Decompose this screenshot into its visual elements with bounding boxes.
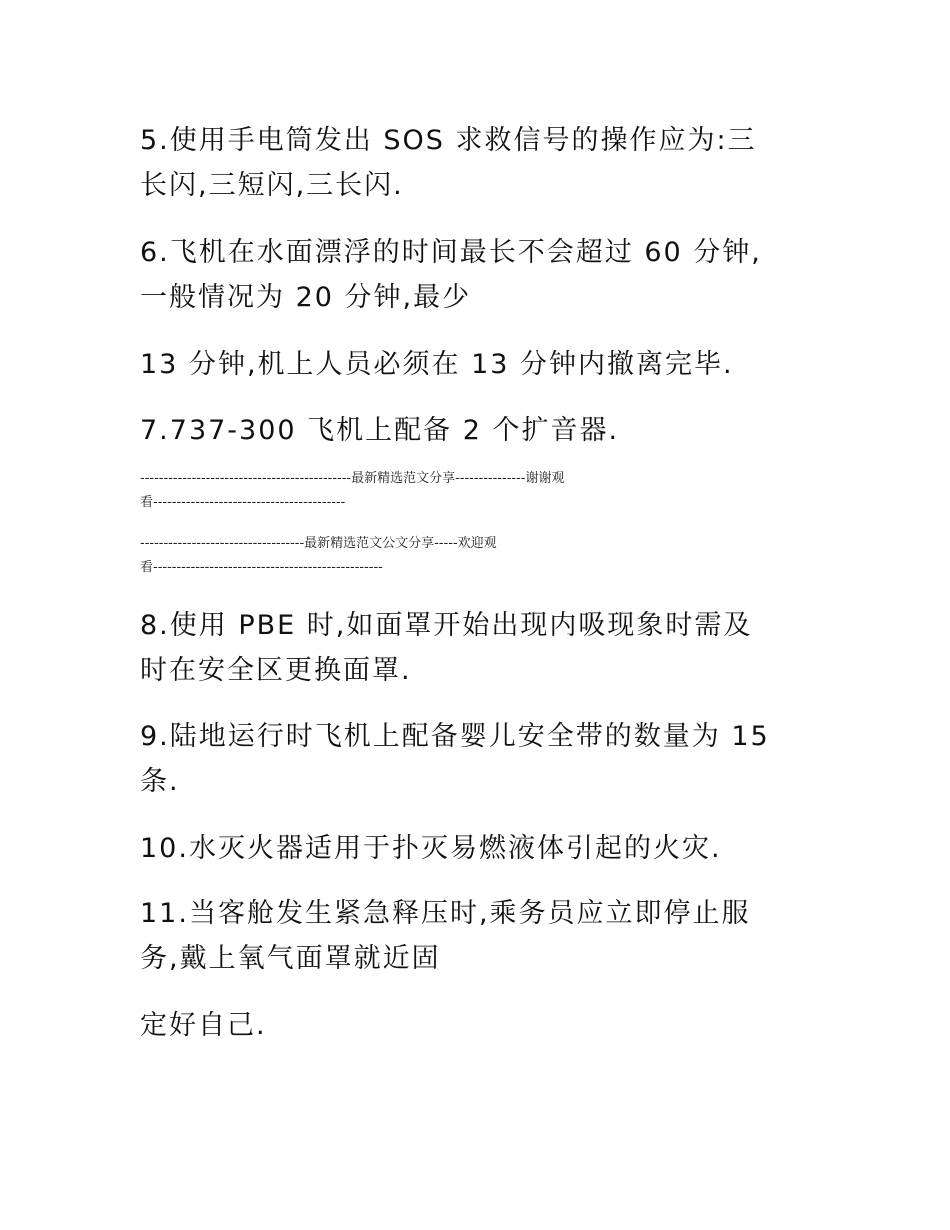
item-6 xyxy=(140,230,820,320)
item-9-line-1: 9.陆地运行时飞机上配备婴儿安全带的数量为 15 xyxy=(140,721,770,752)
separator-1 xyxy=(140,467,780,515)
separator-2 xyxy=(140,532,780,580)
item-11-line-1: 11.当客舱发生紧急释压时,乘务员应立即停止服 xyxy=(140,898,751,929)
separator-2-line-2: 看------------------------------------------------- xyxy=(140,560,383,575)
item-9 xyxy=(140,714,820,804)
item-6-continued-line-1: 13 分钟,机上人员必须在 13 分钟内撤离完毕. xyxy=(140,349,734,380)
item-11-line-2: 务,戴上氧气面罩就近固 xyxy=(140,943,441,974)
separator-1-line-2: 看----------------------------------------- xyxy=(140,495,346,510)
item-5-line-1: 5.使用手电筒发出 SOS 求救信号的操作应为:三 xyxy=(140,125,757,156)
item-6-line-2: 一般情况为 20 分钟,最少 xyxy=(140,282,472,313)
separator-2-line-1: -----------------------------------最新精选范文公文分享-----欢迎观 xyxy=(140,536,497,551)
item-8-line-2: 时在安全区更换面罩. xyxy=(140,655,412,686)
item-10-line-1: 10.水灭火器适用于扑灭易燃液体引起的火灾. xyxy=(140,833,722,864)
item-11 xyxy=(140,891,820,981)
separator-1-line-1: ---------------------------------------------最新精选范文分享---------------谢谢观 xyxy=(140,471,565,486)
item-5 xyxy=(140,118,820,208)
item-6-line-1: 6.飞机在水面漂浮的时间最长不会超过 60 分钟, xyxy=(140,237,762,268)
item-9-line-2: 条. xyxy=(140,766,180,797)
item-11-continued xyxy=(140,1003,820,1048)
item-7-line-1: 7.737-300 飞机上配备 2 个扩音器. xyxy=(140,415,620,446)
item-8 xyxy=(140,603,820,693)
item-10 xyxy=(140,826,820,871)
item-7 xyxy=(140,408,820,453)
item-6-continued xyxy=(140,342,820,387)
item-11-continued-line-1: 定好自己. xyxy=(140,1010,267,1041)
item-8-line-1: 8.使用 PBE 时,如面罩开始出现内吸现象时需及 xyxy=(140,610,753,641)
item-5-line-2: 长闪,三短闪,三长闪. xyxy=(140,170,404,201)
